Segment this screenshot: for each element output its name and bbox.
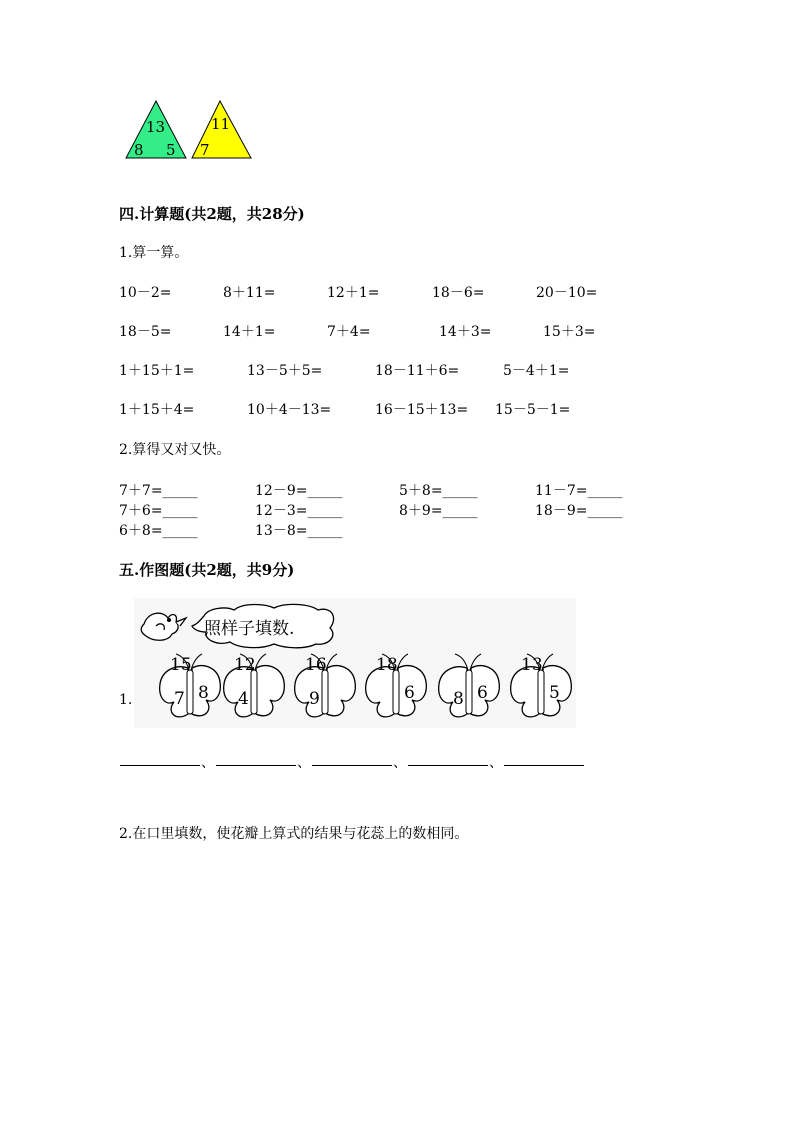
q1-cell: 12＋1=	[327, 285, 380, 301]
q2-cell[interactable]: 11－7=_____	[535, 483, 623, 499]
triangle-green-left: 8	[134, 141, 144, 159]
q1-cell: 16－15＋13=	[375, 402, 469, 418]
answer-blank[interactable]	[120, 765, 200, 766]
butterfly-top-number: 15	[170, 655, 192, 675]
butterfly-top-number: 13	[521, 655, 543, 675]
butterfly-right-number: 6	[477, 683, 488, 703]
section4-q2-label: 2.算得又对又快。	[119, 442, 231, 458]
triangle-yellow-top: 11	[211, 115, 231, 133]
q1-cell: 14＋3=	[439, 324, 492, 340]
butterfly-right-number: 6	[404, 683, 415, 703]
butterfly-figure	[134, 598, 576, 728]
q2-cell[interactable]: 12－3=_____	[255, 503, 343, 519]
q1-cell: 14＋1=	[223, 324, 276, 340]
q2-cell[interactable]: 7＋6=_____	[119, 503, 198, 519]
section5-q1-number: 1.	[119, 692, 133, 708]
q1-cell: 1＋15＋1=	[119, 363, 195, 379]
q2-cell[interactable]: 6＋8=_____	[119, 523, 198, 539]
q2-cell[interactable]: 5＋8=_____	[399, 483, 478, 499]
butterfly-left-number: 7	[174, 689, 185, 709]
butterfly-left-number: 9	[309, 689, 320, 709]
bubble-text: 照样子填数.	[204, 619, 295, 639]
section5-q2-label: 2.在口里填数，使花瓣上算式的结果与花蕊上的数相同。	[119, 826, 469, 842]
number-triangles	[120, 95, 260, 165]
blank-separator: 、	[201, 755, 215, 771]
answer-blank[interactable]	[408, 765, 488, 766]
triangle-green-top: 13	[146, 118, 166, 136]
q1-cell: 7＋4=	[327, 324, 371, 340]
q2-cell[interactable]: 13－8=_____	[255, 523, 343, 539]
answer-blank[interactable]	[504, 765, 584, 766]
q1-cell: 18－6=	[432, 285, 485, 301]
answer-blank[interactable]	[312, 765, 392, 766]
section5-title: 五.作图题(共2题，共9分)	[119, 561, 295, 579]
q1-cell: 13－5＋5=	[247, 363, 323, 379]
q2-cell[interactable]: 7＋7=_____	[119, 483, 198, 499]
q2-cell[interactable]: 18－9=_____	[535, 503, 623, 519]
blank-separator: 、	[297, 755, 311, 771]
q1-cell: 15＋3=	[543, 324, 596, 340]
blank-separator: 、	[489, 755, 503, 771]
butterfly-left-number: 8	[453, 689, 464, 709]
butterfly-top-number: 18	[376, 655, 398, 675]
section4-q1-label: 1.算一算。	[119, 245, 189, 261]
q2-cell[interactable]: 12－9=_____	[255, 483, 343, 499]
q2-cell[interactable]: 8＋9=_____	[399, 503, 478, 519]
butterfly-left-number: 4	[238, 689, 249, 709]
q1-cell: 8＋11=	[223, 285, 276, 301]
answer-blank[interactable]	[216, 765, 296, 766]
q1-cell: 5－4＋1=	[503, 363, 570, 379]
q1-cell: 1＋15＋4=	[119, 402, 195, 418]
butterfly-right-number: 5	[549, 683, 560, 703]
butterfly-right-number: 8	[198, 683, 209, 703]
q1-cell: 10＋4－13=	[247, 402, 332, 418]
triangle-green-right: 5	[166, 141, 176, 159]
q1-cell: 18－11＋6=	[375, 363, 460, 379]
triangle-yellow-left: 7	[200, 141, 210, 159]
q1-cell: 15－5－1=	[495, 402, 571, 418]
q1-cell: 18－5=	[119, 324, 172, 340]
butterfly-top-number: 12	[234, 655, 256, 675]
blank-separator: 、	[393, 755, 407, 771]
butterfly-top-number: 16	[305, 655, 327, 675]
section4-title: 四.计算题(共2题，共28分)	[119, 205, 305, 223]
q1-cell: 20－10=	[536, 285, 598, 301]
q1-cell: 10－2=	[119, 285, 172, 301]
